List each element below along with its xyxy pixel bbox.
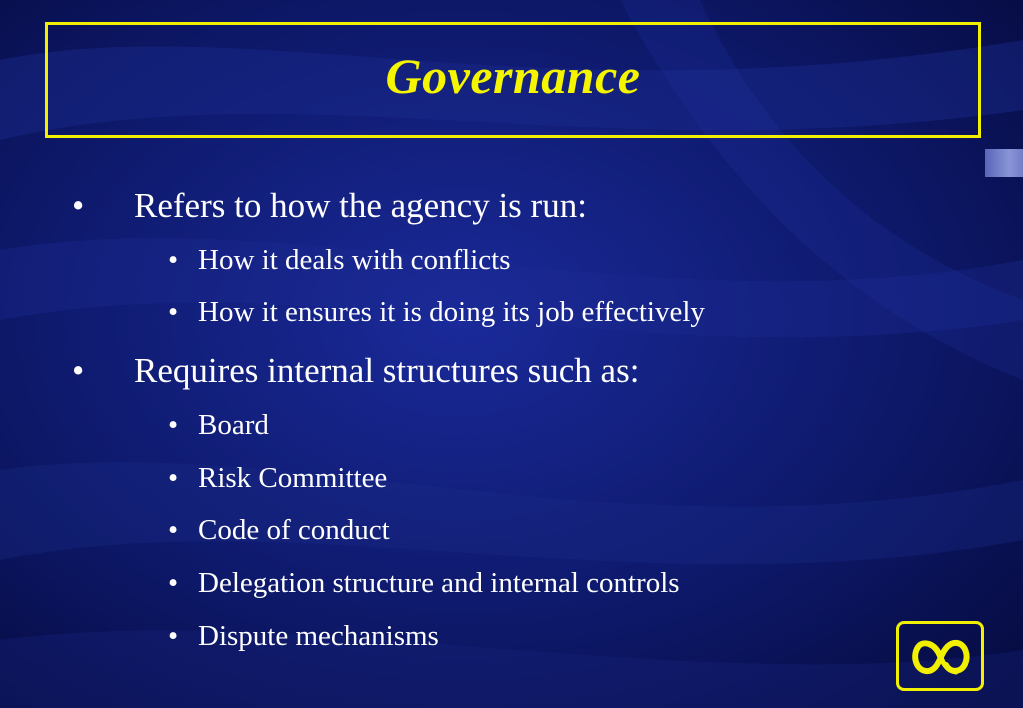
sub-bullet-marker: • [168,567,179,599]
bullet-marker: • [72,351,85,390]
title-frame [45,22,981,138]
sub-bullet-text: Dispute mechanisms [198,620,439,652]
logo-frame [896,621,984,691]
sub-bullet-marker: • [168,462,179,494]
side-tab-decoration [985,149,1023,177]
alpha-logo-icon [907,631,973,681]
sub-bullet-text: Board [198,409,269,441]
sub-bullet-text: Code of conduct [198,514,390,546]
sub-bullet-marker: • [168,514,179,546]
bullet-text: Requires internal structures such as: [134,351,640,390]
sub-bullet-marker: • [168,409,179,441]
slide-title: Governance [385,48,641,104]
sub-bullet-marker: • [168,296,179,328]
sub-bullet-text: How it ensures it is doing its job effectively [198,296,705,328]
bullet-text: Refers to how the agency is run: [134,186,587,225]
sub-bullet-text: Delegation structure and internal controls [198,567,680,599]
sub-bullet-marker: • [168,244,179,276]
sub-bullet-text: Risk Committee [198,462,388,494]
sub-bullet-marker: • [168,620,179,652]
bullet-marker: • [72,186,85,225]
sub-bullet-text: How it deals with conflicts [198,244,511,276]
